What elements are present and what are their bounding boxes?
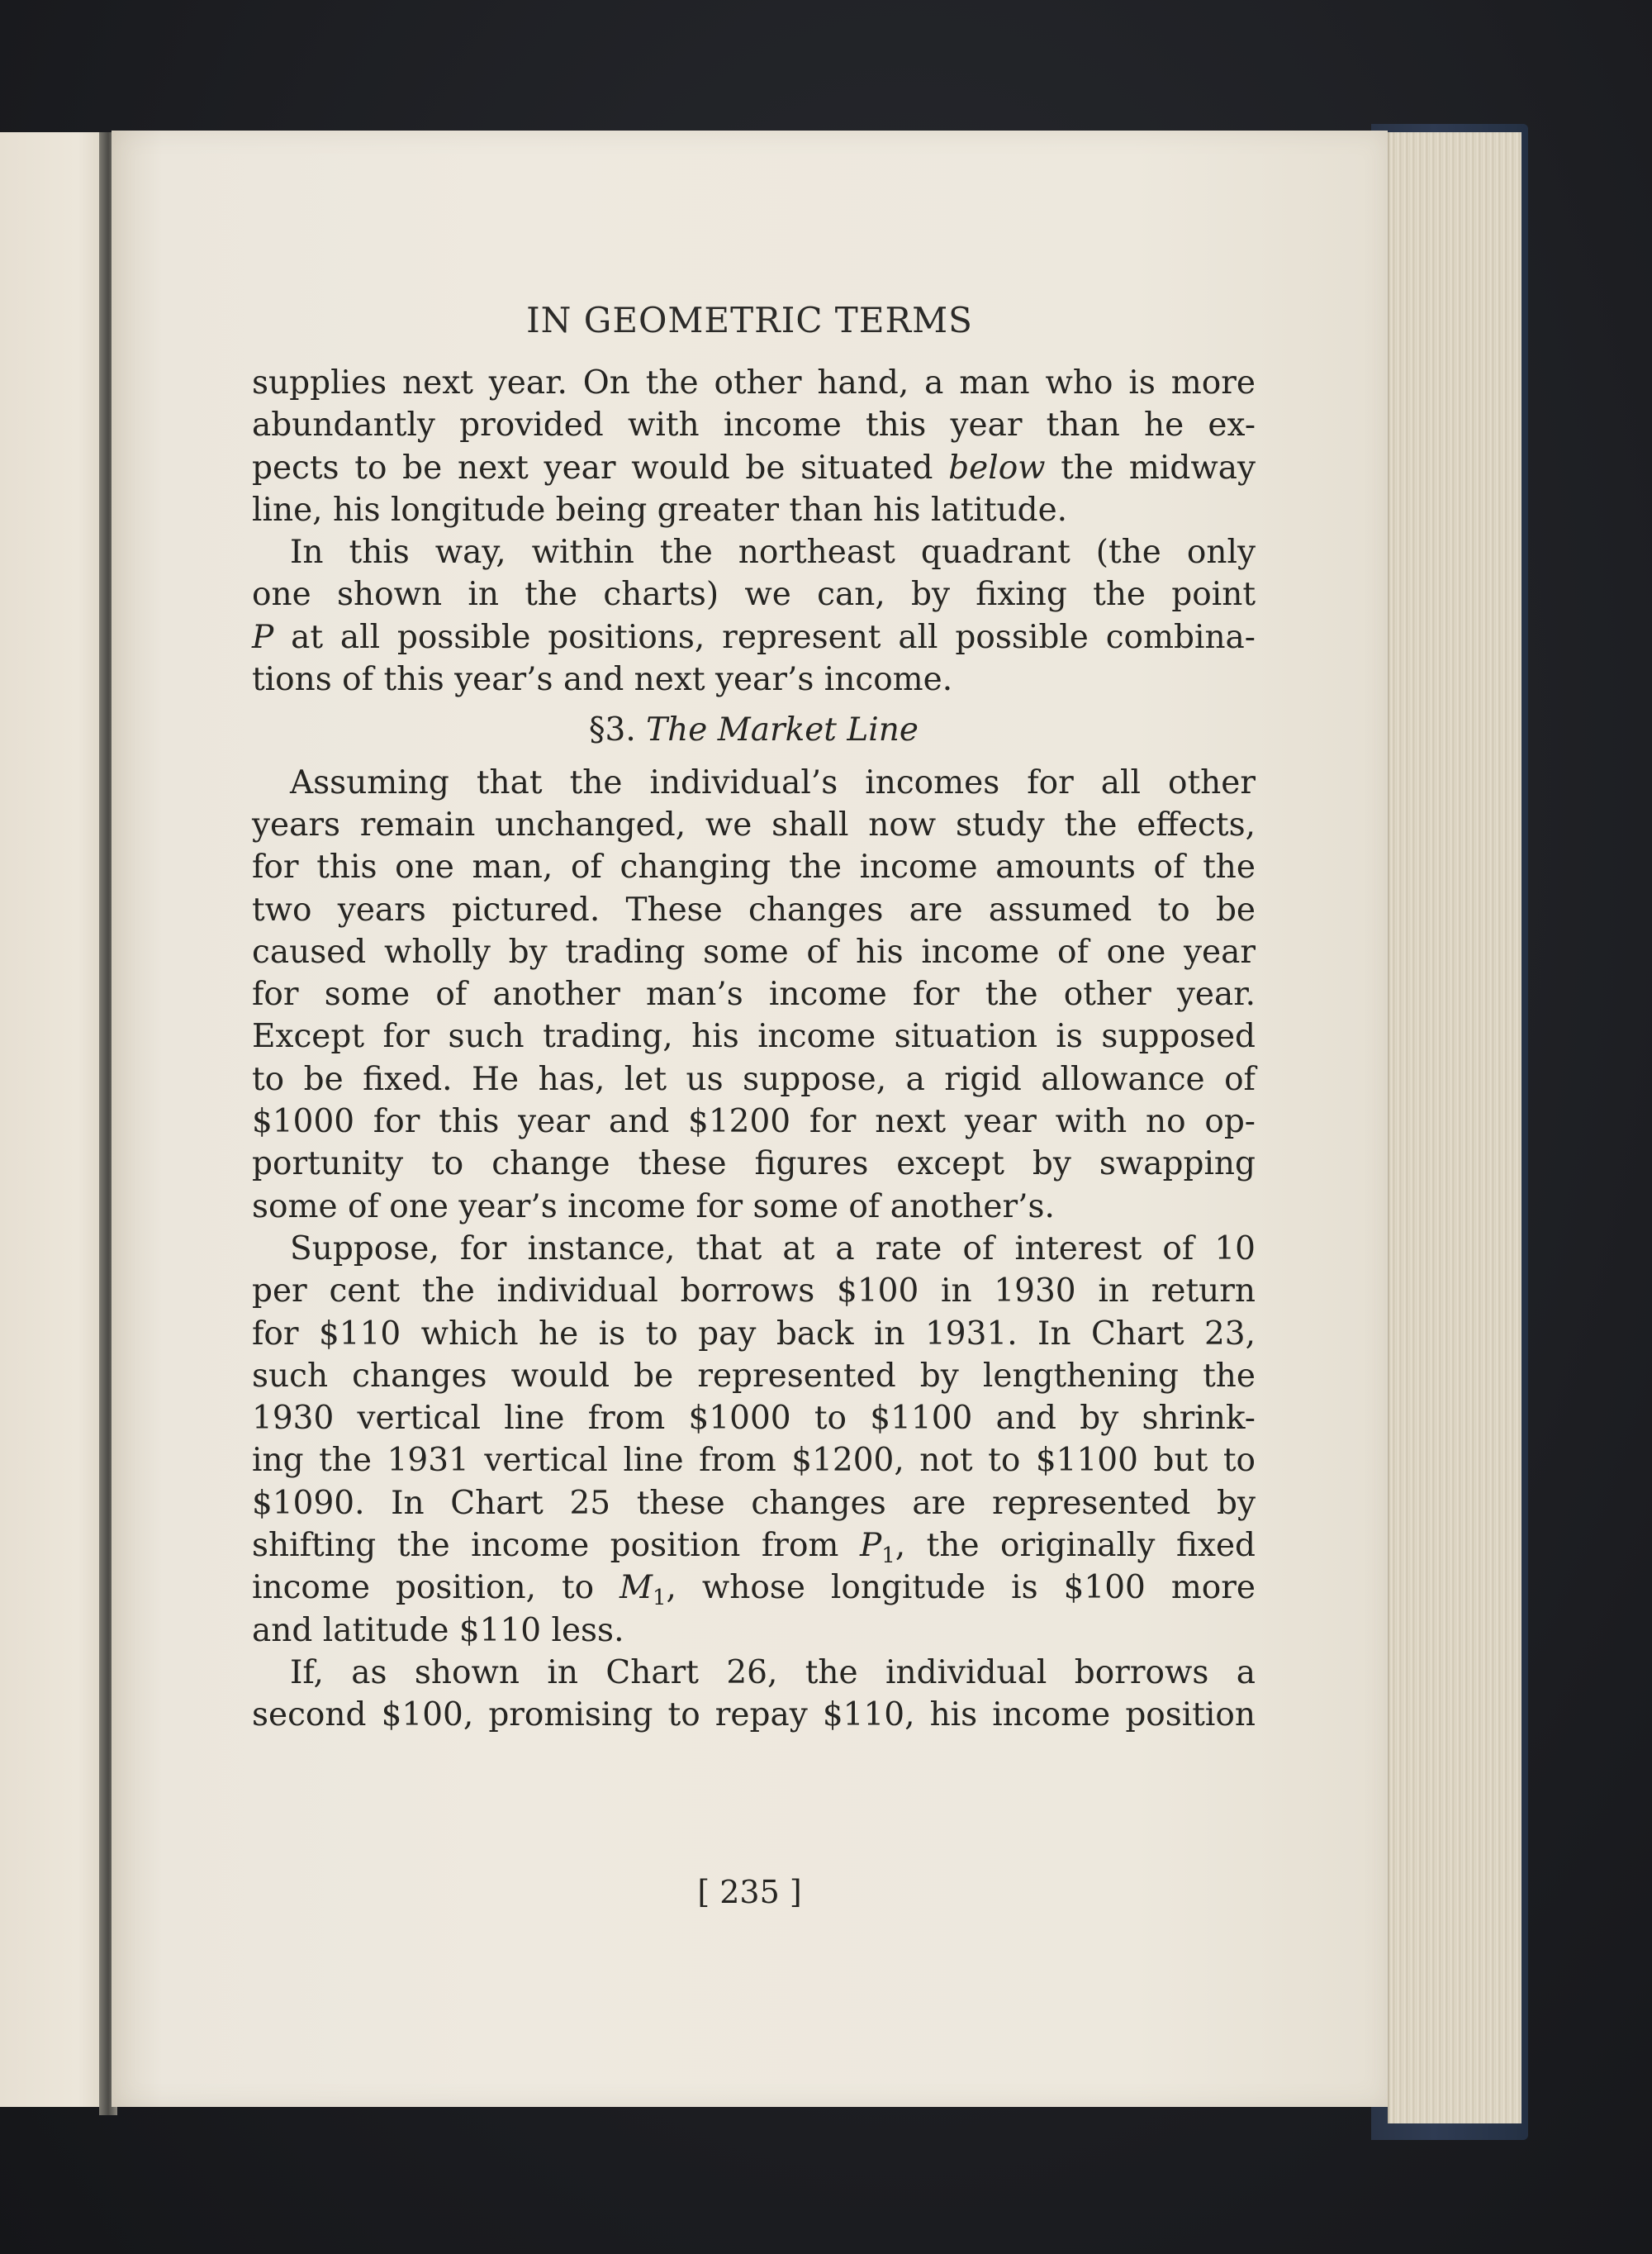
section-title: The Market Line — [646, 711, 919, 749]
text-line: two years pictured. These changes are assumed to be — [252, 891, 1256, 929]
emphasis: below — [948, 449, 1046, 487]
text-line: per cent the individual borrows $100 in 1930 in return — [252, 1272, 1256, 1310]
text-line: Assuming that the individual’s incomes for all other — [290, 763, 1256, 801]
text-line: shifting the income position from $P_1$, the originally fixed — [252, 1527, 1256, 1569]
text-line: supplies next year. On the other hand, a man who is more — [252, 364, 1256, 402]
page-number: [ 235 ] — [697, 1874, 802, 1910]
text-line: abundantly provided with income this year than he ex- — [252, 407, 1256, 445]
text-line: caused wholly by trading some of his income of one year — [252, 933, 1256, 971]
text-line: line, his longitude being greater than his latitude. — [252, 491, 1068, 529]
text-line: P at all possible positions, represent all possible combina- — [252, 618, 1256, 656]
text-line: income position, to $M_1$, whose longitude is $100 more — [252, 1569, 1256, 1611]
text-line: tions of this year’s and next year’s income. — [252, 661, 953, 699]
book-page — [112, 131, 1388, 2107]
section-number: §3. — [589, 711, 636, 749]
page-edges — [1388, 132, 1521, 2123]
text-line: $1090. In Chart 25 these changes are represented by — [252, 1484, 1256, 1522]
text-line: years remain unchanged, we shall now study the effects, — [252, 806, 1256, 844]
text-line: such changes would be represented by lengthening the — [252, 1357, 1256, 1395]
text-line: for some of another man’s income for the other year. — [252, 976, 1256, 1014]
text-line: some of one year’s income for some of another’s. — [252, 1187, 1055, 1225]
running-head: IN GEOMETRIC TERMS — [526, 300, 973, 340]
text-line: pects to be next year would be situated below the midway — [252, 449, 1256, 487]
text-line: In this way, within the northeast quadrant (the only — [290, 534, 1256, 572]
text-line: and latitude $110 less. — [252, 1611, 624, 1649]
section-heading — [252, 709, 1256, 751]
text-line: 1930 vertical line from $1000 to $1100 and by shrink- — [252, 1400, 1256, 1438]
text-line: Suppose, for instance, that at a rate of interest of 10 — [290, 1229, 1256, 1267]
text-line: If, as shown in Chart 26, the individual borrows a — [290, 1653, 1256, 1691]
text-line: second $100, promising to repay $110, his income position — [252, 1696, 1256, 1734]
text-line: to be fixed. He has, let us suppose, a rigid allowance of — [252, 1060, 1256, 1098]
text-line: one shown in the charts) we can, by fixing the point — [252, 576, 1256, 614]
text-line: Except for such trading, his income situation is supposed — [252, 1018, 1256, 1056]
text-line: for $110 which he is to pay back in 1931. In Chart 23, — [252, 1315, 1256, 1353]
text-line: ing the 1931 vertical line from $1200, not to $1100 but to — [252, 1442, 1256, 1480]
text-line: portunity to change these figures except by swapping — [252, 1145, 1256, 1183]
text-line: for this one man, of changing the income amounts of the — [252, 849, 1256, 887]
body-text — [252, 362, 1256, 1737]
text-line: $1000 for this year and $1200 for next year with no op- — [252, 1103, 1256, 1141]
left-facing-page — [0, 132, 114, 2107]
